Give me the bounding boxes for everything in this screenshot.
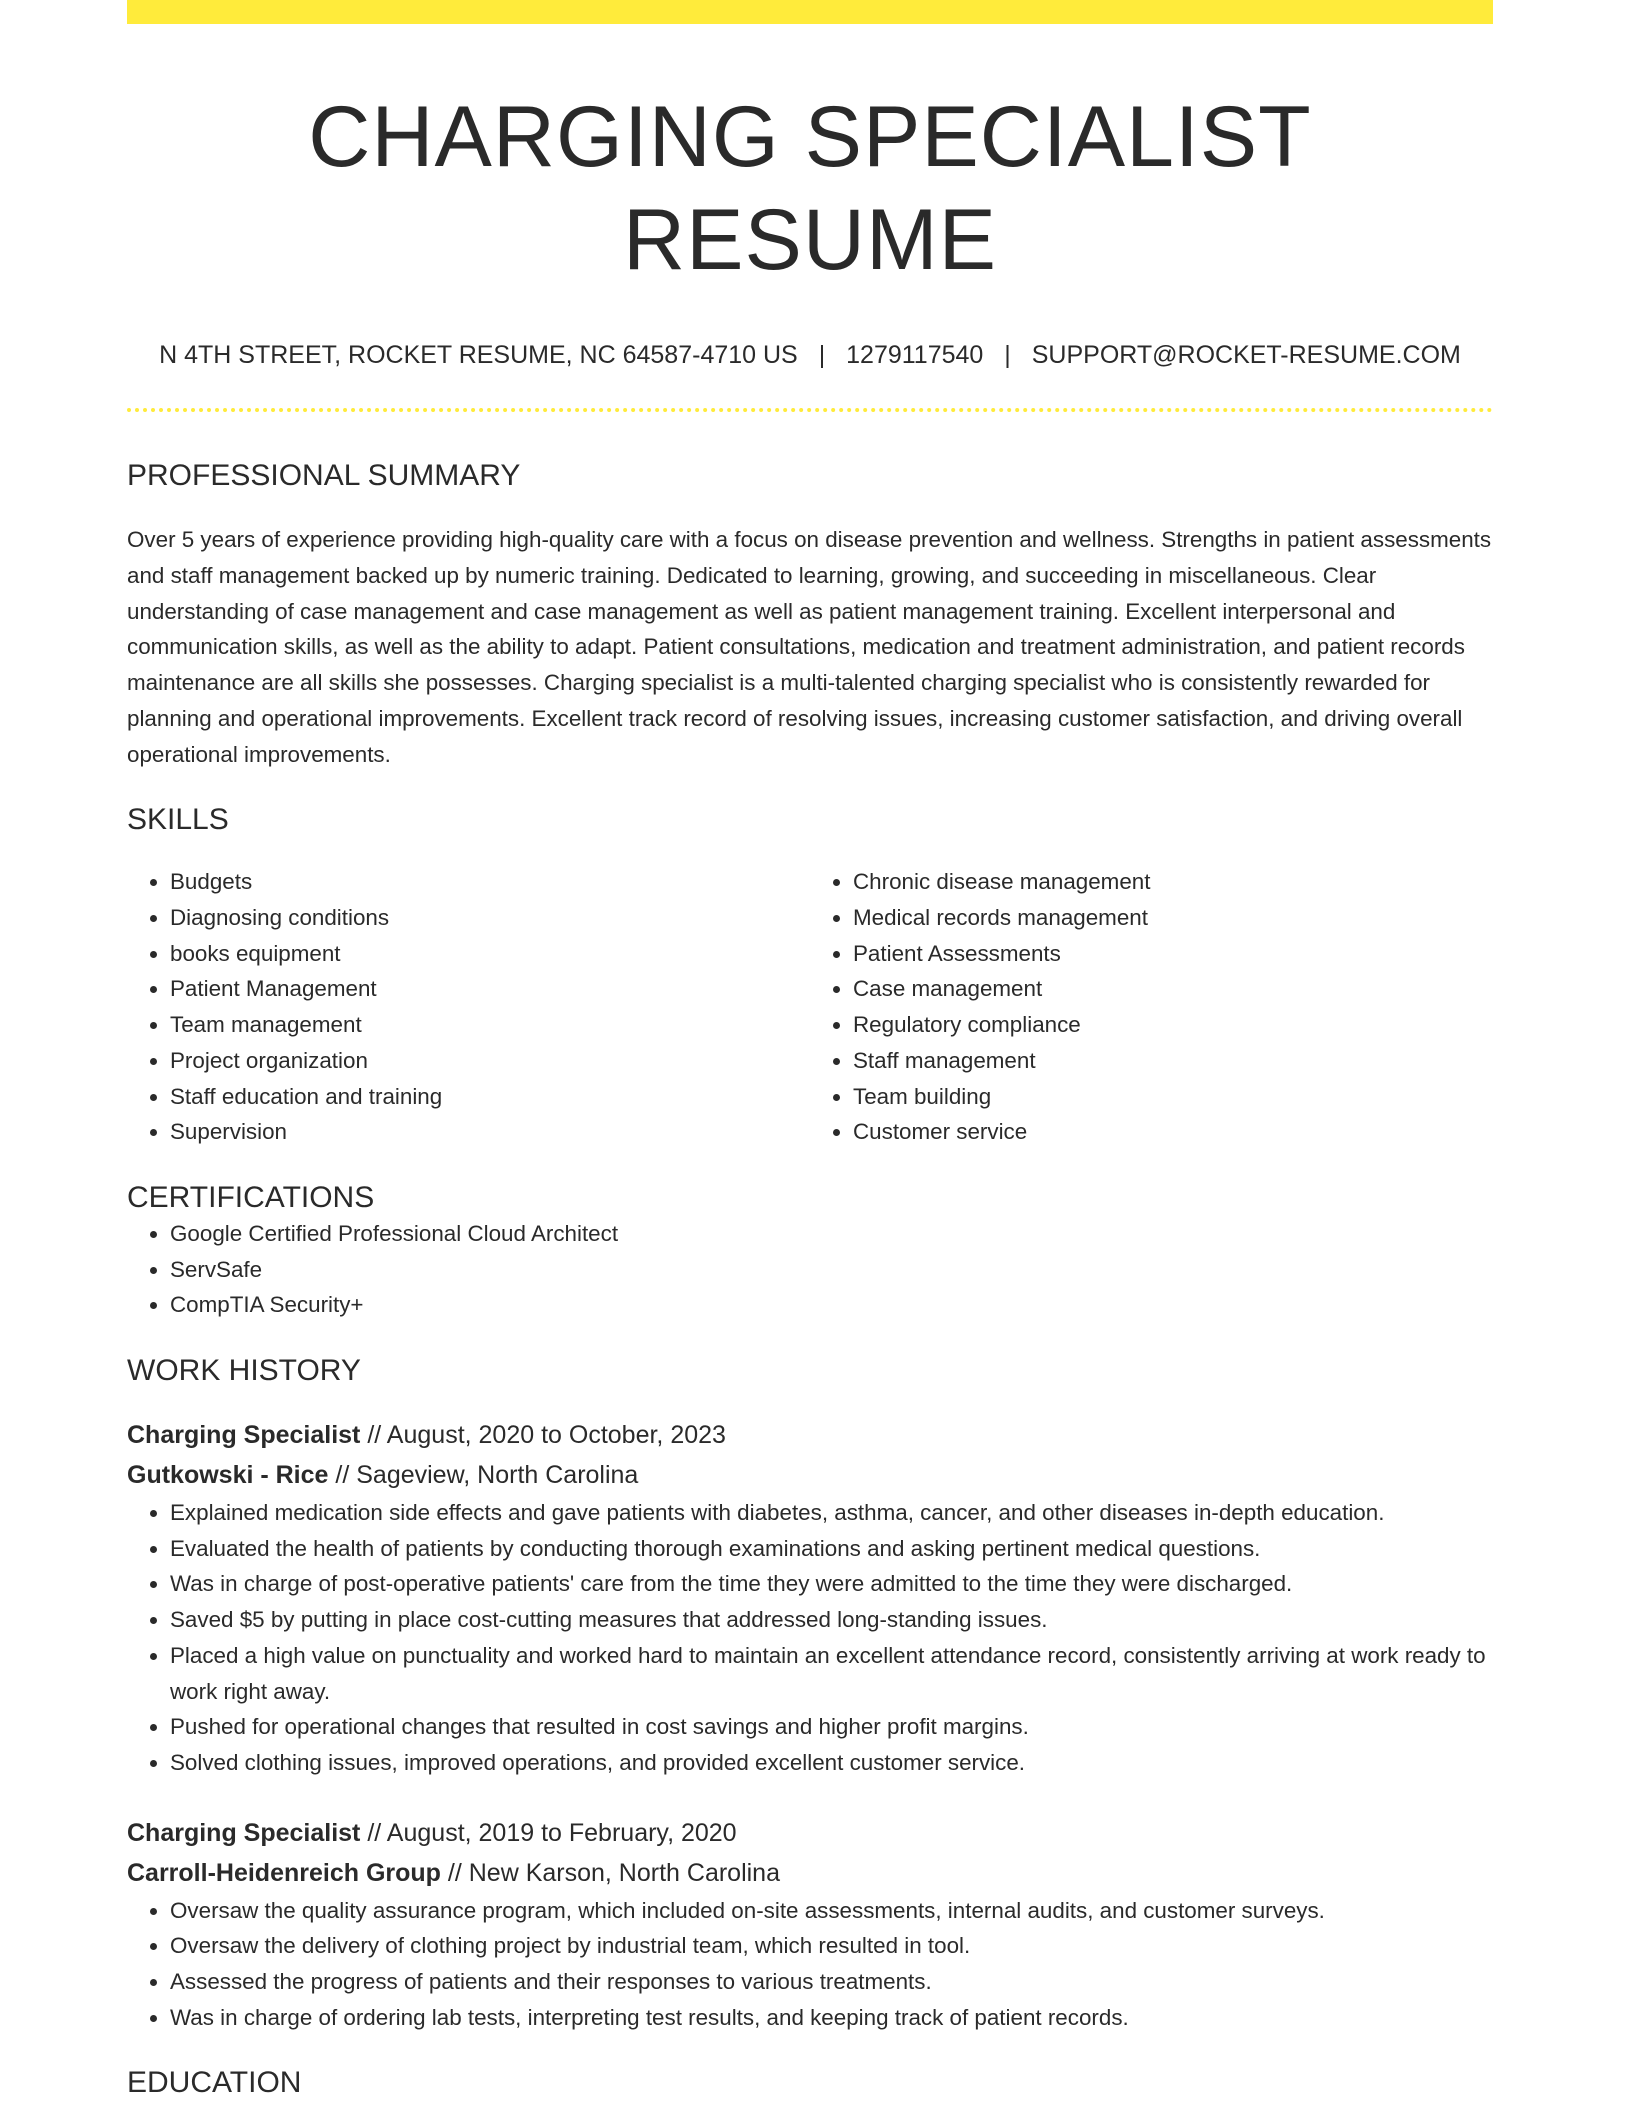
skills-section	[127, 802, 1493, 1150]
job-duty: • Saved $5 by putting in place cost-cutting measures that addressed long-standing issues.	[170, 1602, 1493, 1638]
certification-item: • Google Certified Professional Cloud Architect	[170, 1216, 1493, 1252]
job-company: Carroll-Heidenreich Group	[127, 1858, 441, 1887]
section-heading: PROFESSIONAL SUMMARY	[127, 459, 521, 493]
job-entry	[127, 1813, 1493, 2036]
skill-item: • Chronic disease management	[853, 864, 1493, 900]
job-header	[127, 1813, 1493, 1893]
education-section	[127, 2065, 1493, 2101]
job-duty: • Assessed the progress of patients and their responses to various treatments.	[170, 1964, 1493, 2000]
accent-top-bar	[127, 0, 1493, 24]
job-duty: • Explained medication side effects and gave patients with diabetes, asthma, cancer, and other diseases in-depth education.	[170, 1495, 1493, 1531]
skill-item: • Project organization	[170, 1043, 810, 1079]
job-dates: // August, 2019 to February, 2020	[367, 1818, 737, 1847]
skill-item: • Team management	[170, 1007, 810, 1043]
skill-item: • Staff management	[853, 1043, 1493, 1079]
job-duty: • Placed a high value on punctuality and worked hard to maintain an excellent attendance record, consistently arriving at work ready to work right away.	[170, 1638, 1493, 1709]
job-duty: • Was in charge of post-operative patients' care from the time they were admitted to the time they were discharged.	[170, 1566, 1493, 1602]
job-location: // Sageview, North Carolina	[335, 1461, 639, 1490]
job-duty: • Oversaw the delivery of clothing project by industrial team, which resulted in tool.	[170, 1928, 1493, 1964]
job-duty: • Oversaw the quality assurance program, which included on-site assessments, internal audits, and customer surveys.	[170, 1893, 1493, 1929]
contact-address: N 4TH STREET, ROCKET RESUME, NC 64587-4710 US	[159, 341, 798, 370]
certification-item: • CompTIA Security+	[170, 1287, 1493, 1323]
job-duty: • Was in charge of ordering lab tests, interpreting test results, and keeping track of patient records.	[170, 2000, 1493, 2036]
skill-item: • Diagnosing conditions	[170, 900, 810, 936]
skills-columns	[127, 864, 1493, 1150]
contact-line	[127, 340, 1493, 370]
job-title: Charging Specialist	[127, 1818, 361, 1847]
resume-title: CHARGING SPECIALIST RESUME	[308, 89, 1312, 289]
skill-item: • Patient Management	[170, 971, 810, 1007]
skill-item: • books equipment	[170, 936, 810, 972]
contact-separator: |	[1004, 341, 1011, 370]
work-history-section	[127, 1353, 1493, 2035]
skill-item: • Staff education and training	[170, 1079, 810, 1115]
summary-text: Over 5 years of experience providing high-quality care with a focus on disease prevention and wellness. Strengths in patient assessments and staff management backed up by numeric training. Dedicated to learning, growing, and succeeding in miscellaneous. Clear understanding of case management and case management as well as patient management training. Excellent interpersonal and communication skills, as well as the ability to adapt. Patient consultations, medication and treatment administration, and patient records maintenance are all skills she possesses. Charging specialist is a multi-talented charging specialist who is consistently rewarded for planning and operational improvements. Excellent track record of resolving issues, increasing customer satisfaction, and driving overall operational improvements.	[127, 527, 1492, 767]
job-duties-list	[127, 1495, 1493, 1781]
section-heading: WORK HISTORY	[127, 1354, 361, 1388]
skill-item: • Customer service	[853, 1114, 1493, 1150]
contact-separator: |	[818, 341, 826, 370]
certifications-list	[127, 1216, 1493, 1323]
job-duties-list	[127, 1893, 1493, 2036]
skill-item: • Supervision	[170, 1114, 810, 1150]
skill-item: • Patient Assessments	[853, 936, 1493, 972]
dotted-divider	[127, 408, 1493, 412]
contact-phone: 1279117540	[846, 341, 984, 370]
job-location: // New Karson, North Carolina	[447, 1858, 780, 1887]
certifications-section	[127, 1180, 1493, 1323]
resume-page	[127, 0, 1493, 2101]
job-duty: • Solved clothing issues, improved operations, and provided excellent customer service.	[170, 1745, 1493, 1781]
section-heading: EDUCATION	[127, 2066, 302, 2100]
job-entry	[127, 1415, 1493, 1781]
job-company-line	[127, 1853, 1493, 1893]
skill-item: • Team building	[853, 1079, 1493, 1115]
skill-item: • Budgets	[170, 864, 810, 900]
job-dates: // August, 2020 to October, 2023	[367, 1421, 726, 1450]
job-duty: • Pushed for operational changes that resulted in cost savings and higher profit margins.	[170, 1709, 1493, 1745]
job-title-line	[127, 1813, 1493, 1853]
skills-list-left	[127, 864, 810, 1150]
section-heading: SKILLS	[127, 803, 229, 837]
certification-item: • ServSafe	[170, 1252, 1493, 1288]
job-duty: • Evaluated the health of patients by conducting thorough examinations and asking pertinent medical questions.	[170, 1531, 1493, 1567]
section-heading: CERTIFICATIONS	[127, 1180, 375, 1214]
job-title: Charging Specialist	[127, 1421, 361, 1450]
skill-item: • Regulatory compliance	[853, 1007, 1493, 1043]
skill-item: • Case management	[853, 971, 1493, 1007]
job-company: Gutkowski - Rice	[127, 1461, 329, 1490]
skill-item: • Medical records management	[853, 900, 1493, 936]
contact-email: SUPPORT@ROCKET-RESUME.COM	[1031, 341, 1461, 370]
job-company-line	[127, 1455, 1493, 1495]
professional-summary-section	[127, 458, 1493, 772]
job-header	[127, 1415, 1493, 1495]
job-title-line	[127, 1415, 1493, 1455]
skills-list-right	[810, 864, 1493, 1150]
